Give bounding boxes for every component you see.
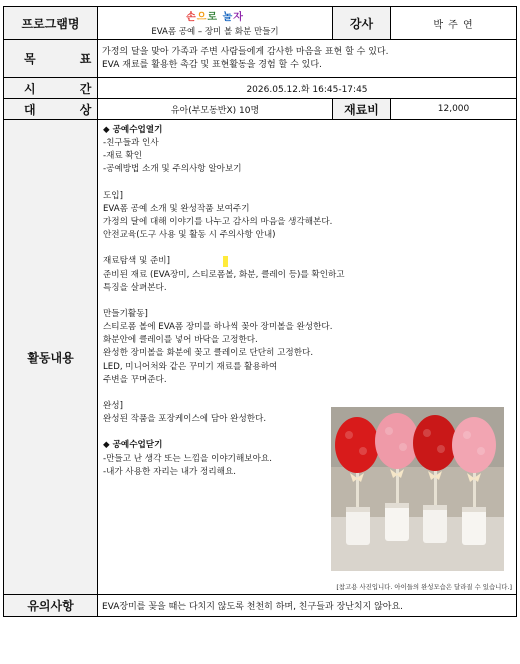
- activity-line: -재료 확인: [103, 151, 143, 162]
- activity-line: 준비된 재료 (EVA장미, 스티로폼볼, 화분, 클레이 등)를 확인하고: [103, 269, 345, 280]
- goal-row: [4, 40, 517, 78]
- material-fee-value: 12,000: [391, 99, 517, 120]
- text-cursor-highlight: [223, 256, 228, 267]
- time-value: 2026.05.12.화 16:45-17:45: [98, 78, 517, 99]
- activity-line: 완성한 장미볼을 화분에 꽂고 클레이로 단단히 고정한다.: [103, 348, 314, 359]
- time-row: [4, 78, 517, 99]
- goal-content: [98, 40, 517, 78]
- activity-line: 스티로폼 볼에 EVA폼 장미를 하나씩 꽂아 장미볼을 완성한다.: [103, 322, 333, 333]
- blank-line: [103, 387, 503, 400]
- activity-content: [98, 120, 517, 595]
- program-label: 프로그램명: [4, 7, 98, 40]
- photo-caption: [참고용 사진입니다. 아이들의 완성모습은 달라질 수 있습니다.]: [336, 583, 512, 591]
- activity-line: 완성된 작품을 포장케이스에 담아 완성한다.: [103, 414, 267, 425]
- activity-line: -만들고 난 생각 또는 느낌을 이야기해보아요.: [103, 453, 272, 464]
- section-heading: ◆ 공예수업열기: [103, 125, 163, 135]
- section-heading: ◆ 공예수업닫기: [103, 440, 163, 451]
- target-value: 유아(부모동반X) 10명: [98, 99, 333, 120]
- instructor-name: 박 주 연: [391, 7, 517, 40]
- lesson-plan-document: [3, 6, 516, 617]
- activity-row: [4, 120, 517, 595]
- goal-line: 가정의 달을 맞아 가족과 주변 사람들에게 감사한 마음을 표현 할 수 있다.: [102, 46, 389, 57]
- activity-line: 재료탐색 및 준비]: [103, 256, 170, 267]
- activity-line: 완성]: [103, 400, 123, 411]
- activity-line: 도입]: [103, 190, 123, 201]
- lesson-plan-table: [3, 6, 517, 617]
- activity-line: -내가 사용한 자리는 내가 정리해요.: [103, 466, 236, 477]
- activity-line: EVA폼 공예 소개 및 완성작품 보여주기: [103, 203, 250, 214]
- example-photo: [331, 407, 504, 571]
- goal-line: EVA 재료를 활용한 촉감 및 표현활동을 경험 할 수 있다.: [102, 59, 322, 70]
- time-label: 시 간: [4, 78, 98, 99]
- activity-line: 화분안에 클레이를 넣어 바닥을 고정한다.: [103, 335, 258, 346]
- blank-line: [103, 295, 503, 308]
- activity-label: 활동내용: [4, 120, 98, 595]
- program-logo: 손으로 놀자: [186, 12, 244, 23]
- target-label: 대 상: [4, 99, 98, 120]
- target-row: [4, 99, 517, 120]
- blank-line: [103, 177, 503, 190]
- rose-ball-pots-illustration: [331, 407, 504, 571]
- activity-line: 가정의 달에 대해 이야기를 나누고 감사의 마음을 생각해본다.: [103, 216, 333, 227]
- goal-label: 목 표: [4, 40, 98, 78]
- notes-row: [4, 595, 517, 617]
- activity-line: 안전교육(도구 사용 및 활동 시 주의사항 안내): [103, 230, 276, 241]
- material-fee-label: 재료비: [333, 99, 391, 120]
- activity-line: LED, 미니어처와 같은 꾸미기 재료를 활용하여: [103, 361, 278, 372]
- activity-line: 주변을 꾸며준다.: [103, 374, 167, 385]
- header-row: [4, 7, 517, 40]
- activity-line: -공예방법 소개 및 주의사항 알아보기: [103, 164, 242, 175]
- program-name: EVA폼 공예 – 장미 볼 화분 만들기: [151, 27, 279, 37]
- notes-value: EVA장미를 꽂을 때는 다치지 않도록 천천히 하며, 친구들과 장난치지 않아요.: [98, 595, 517, 617]
- instructor-label: 강사: [333, 7, 391, 40]
- activity-line: 특징을 살펴본다.: [103, 282, 167, 293]
- activity-line: 만들기활동]: [103, 308, 148, 319]
- activity-line: -친구들과 인사: [103, 138, 159, 149]
- program-name-cell: [98, 7, 333, 40]
- blank-line: [103, 242, 503, 255]
- notes-label: 유의사항: [4, 595, 98, 617]
